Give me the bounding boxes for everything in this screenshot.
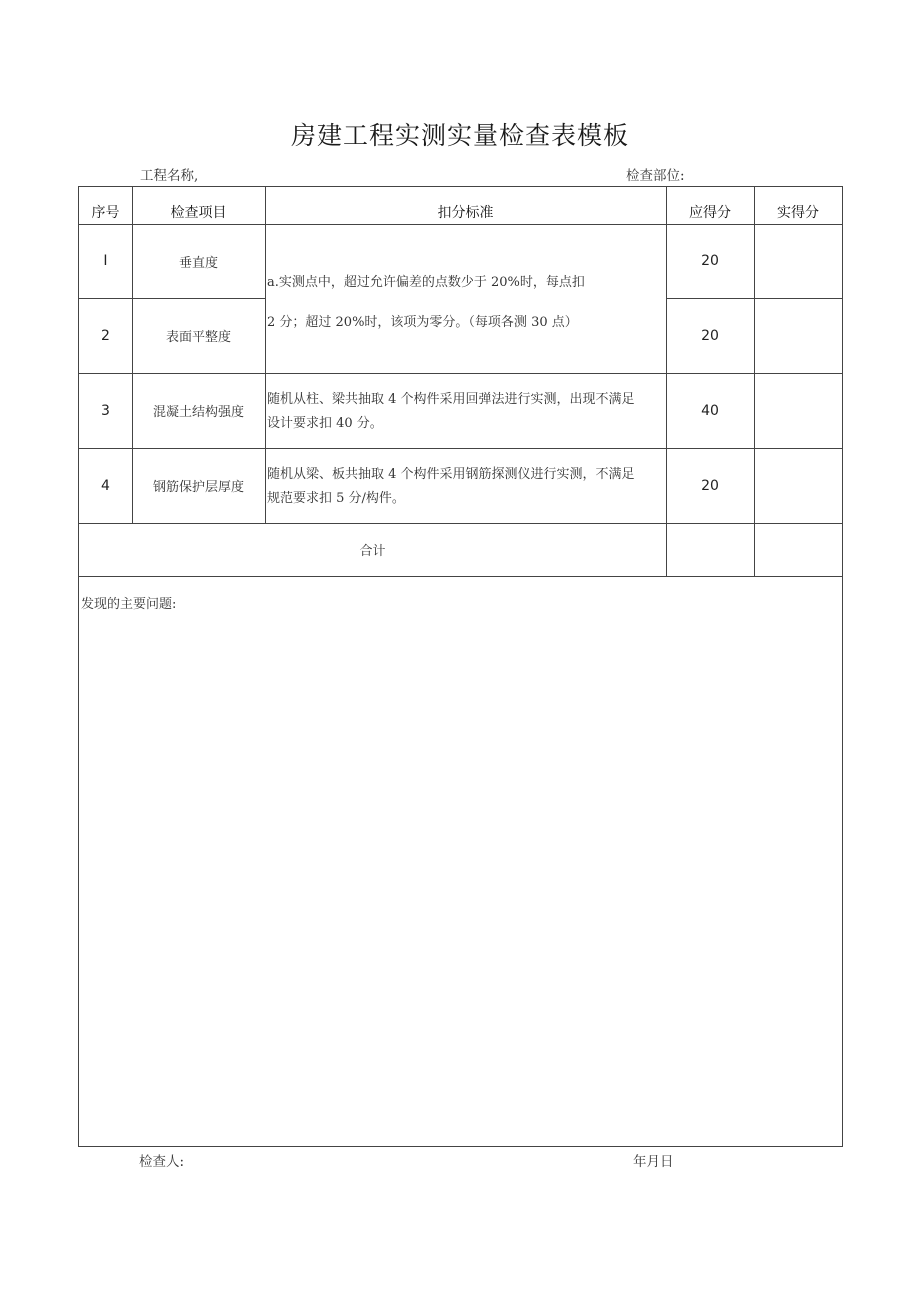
inspector-label: 检查人:: [139, 1154, 185, 1170]
standard-row3: [265, 388, 666, 436]
row1-item: 垂直度: [178, 255, 218, 271]
header-item: 检查项目: [170, 205, 227, 221]
row1-no: I: [103, 253, 108, 269]
standard-rows-1-2: [265, 271, 666, 335]
row4-actual[interactable]: [754, 448, 842, 523]
date-label: 年月日: [633, 1154, 674, 1170]
header-score: 应得分: [689, 205, 731, 221]
header-standard: 扣分标准: [437, 205, 494, 221]
row4-item: 钢筋保护层厚度: [152, 480, 244, 495]
row2-score: 20: [701, 327, 719, 344]
standard-row3-line1: 随机从柱、梁共抽取 4 个构件采用回弹法进行实测，出现不满足: [267, 392, 635, 407]
standard-rows-1-2-line1: a.实测点中，超过允许偏差的点数少于 20%时，每点扣: [267, 275, 585, 290]
row3-item: 混凝土结构强度: [152, 405, 244, 420]
row1-actual[interactable]: [754, 224, 842, 298]
standard-rows-1-2-line2: 2 分；超过 20%时，该项为零分。（每项各测 30 点）: [267, 315, 578, 330]
row3-score: 40: [701, 402, 719, 419]
inspection-location-label: 检查部位:: [626, 168, 685, 184]
header-no: 序号: [91, 205, 120, 221]
row3-actual[interactable]: [754, 373, 842, 448]
total-actual[interactable]: [754, 523, 842, 576]
row4-score: 20: [701, 477, 719, 494]
row1-score: 20: [701, 253, 719, 269]
total-score: [666, 523, 754, 576]
document-title: 房建工程实测实量检查表模板: [290, 121, 629, 150]
standard-row4-line1: 随机从梁、板共抽取 4 个构件采用钢筋探测仪进行实测，不满足: [267, 467, 635, 482]
problems-area[interactable]: [79, 577, 842, 1146]
problems-label: 发现的主要问题:: [81, 597, 177, 612]
row2-no: 2: [101, 327, 110, 344]
row2-actual[interactable]: [754, 298, 842, 373]
standard-row3-line2: 设计要求扣 40 分。: [267, 416, 383, 431]
inspection-form: [78, 186, 843, 1147]
total-label: 合计: [359, 544, 386, 559]
project-name-label: 工程名称,: [140, 168, 199, 184]
row2-item: 表面平整度: [165, 330, 231, 345]
standard-row4: [265, 463, 666, 511]
row3-no: 3: [101, 402, 110, 419]
standard-row4-line2: 规范要求扣 5 分/构件。: [267, 491, 405, 506]
row4-no: 4: [101, 477, 110, 494]
header-actual: 实得分: [777, 205, 819, 221]
